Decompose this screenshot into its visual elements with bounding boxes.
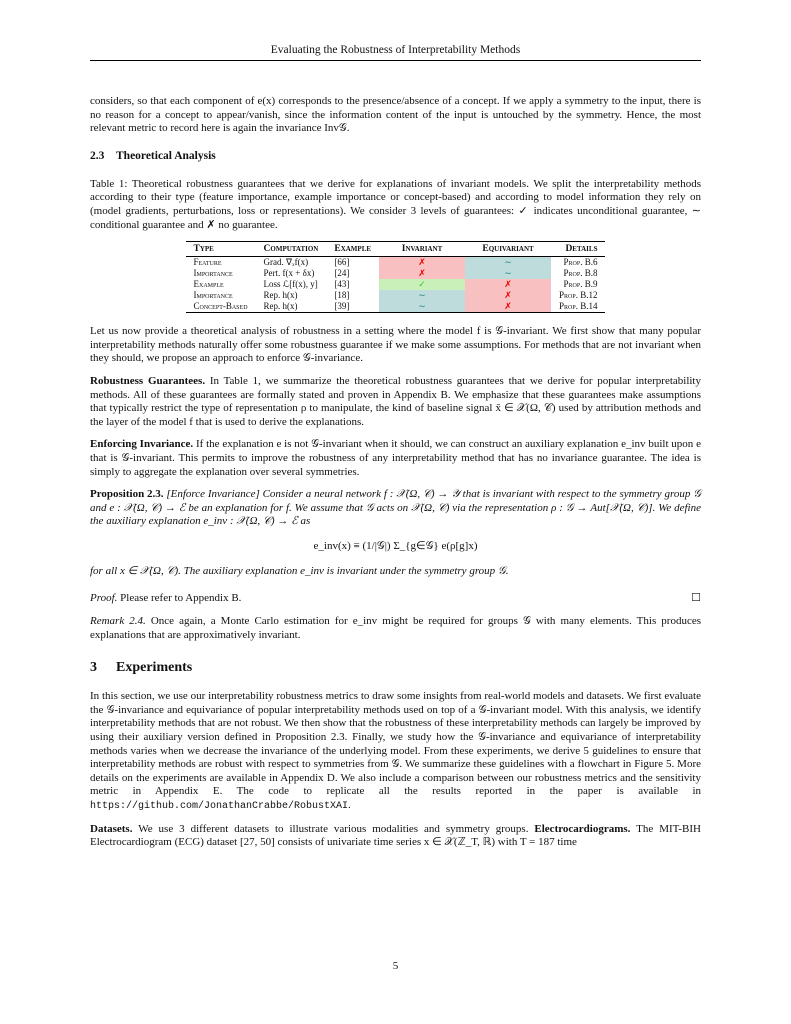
paragraph-text: If the explanation e is not 𝒢-invariant when it should, we can construct an auxiliary explanation e_inv built upon e that is 𝒢-invariant. This permits to improve the robustness of any interpretability method that has no invariance guarantee. The idea is simply to aggregate the explanation over several symmetries. [90, 438, 701, 478]
section-heading [90, 660, 701, 676]
remark-heading: Remark 2.4. [90, 615, 146, 628]
cell-comp: Grad. ∇ₓf(x) [263, 257, 309, 268]
paragraph [90, 375, 701, 429]
section-title: Experiments [116, 660, 193, 676]
cell-type: Importance [193, 268, 233, 279]
cell-type: Example [193, 279, 224, 290]
cell-inv: ✗ [379, 268, 465, 279]
proposition-heading: Proposition 2.3. [90, 488, 164, 501]
cell-comp: Rep. h(x) [256, 301, 327, 313]
cell-det: Prop. B.6 [563, 257, 598, 268]
guarantees-table [186, 241, 606, 313]
paragraph-text: In this section, we use our interpretability robustness metrics to draw some insights from real-world models and datasets. We first evaluate the 𝒢-invariance and equivariance of popular interpretability methods used on top of a 𝒢-invariant model. With this analysis, we identify interpretability methods that are not robust. We then show that the robustness of these interpretability methods can largely be improved by using their auxiliary version defined in Proposition 2.3. Finally, we study how the 𝒢-invariance and equivariance of interpretability methods varies when we decrease the invariance of the underlying model. From these experiments, we derive 5 guidelines to ensure that interpretability methods are robust with respect to symmetries from 𝒢. We summarize these guidelines with a flowchart in Figure 5. More details on the experiments are available in Appendix D. We also include a comparison between our robustness metrics and the sensitivity metric in Appendix E. The code to replicate all the results reported in the paper is available in [90, 690, 701, 798]
table-row [186, 279, 606, 290]
cell-eq: ∼ [465, 257, 551, 269]
running-header: Evaluating the Robustness of Interpretability Methods [90, 44, 701, 61]
column-header: Equivariant [465, 242, 551, 257]
cell-comp: Loss ℒ[f(x), y] [263, 279, 318, 290]
cell-ex: [39] [326, 301, 379, 313]
section-number: 2.3 [90, 149, 105, 162]
cell-det: Prop. B.12 [559, 290, 598, 301]
paragraph [90, 438, 701, 479]
proposition-text: for all x ∈ 𝒳(Ω, 𝒞). The auxiliary explanation e_inv is invariant under the symmetry group 𝒢. [90, 564, 509, 577]
cell-comp: Pert. f(x + δx) [263, 268, 315, 279]
paragraph-text: We use 3 different datasets to illustrate various modalities and symmetry groups. [132, 822, 535, 835]
column-header: Type [186, 242, 256, 257]
section-number: 3 [90, 660, 97, 676]
page-number: 5 [392, 960, 399, 972]
column-header: Invariant [379, 242, 465, 257]
page-body [90, 95, 701, 859]
cell-ex: [18] [334, 290, 350, 301]
column-header: Details [551, 242, 605, 257]
cell-inv: ∼ [379, 290, 465, 301]
paragraph-heading: Robustness Guarantees. [90, 374, 206, 387]
proposition-conclusion [90, 565, 701, 579]
paragraph [90, 823, 701, 850]
cell-type: Concept-Based [186, 301, 256, 313]
table-row [186, 301, 606, 313]
cell-eq: ✗ [465, 279, 551, 290]
proof [90, 592, 701, 606]
cell-det: Prop. B.9 [563, 279, 598, 290]
cell-type: Feature [193, 257, 222, 268]
remark-text: Once again, a Monte Carlo estimation for e_inv might be required for groups 𝒢 with many elements. This produces explanations that are approximatively invariant. [90, 615, 701, 641]
paragraph-heading: Datasets. [90, 822, 133, 835]
column-header: Computation [256, 242, 327, 257]
cell-ex: [24] [334, 268, 350, 279]
cell-comp: Rep. h(x) [263, 290, 298, 301]
cell-eq: ∼ [465, 268, 551, 279]
code-link[interactable]: https://github.com/JonathanCrabbe/RobustXAI [90, 801, 349, 812]
paragraph-text: . [348, 799, 351, 811]
cell-inv: ✓ [379, 279, 465, 290]
paragraph [90, 690, 701, 813]
table-row [186, 257, 606, 269]
paragraph-text: In Table 1, we summarize the theoretical robustness guarantees that we derive for popular interpretability methods. All of these guarantees are formally stated and proven in Appendix B. We emphasize that these guarantees make assumptions that typically restrict the type of representation ρ to manipulate, the kind of baseline signal x̄ ∈ 𝒳(Ω, 𝒞) used by attribution methods and the layer of the model f that is used to derive the explanations. [90, 374, 701, 428]
remark [90, 615, 701, 642]
proof-heading: Proof. [90, 592, 118, 605]
paragraph-heading: Enforcing Invariance. [90, 438, 194, 451]
section-heading [90, 150, 701, 162]
section-title: Theoretical Analysis [116, 149, 216, 162]
qed-symbol: ☐ [691, 592, 701, 605]
cell-type: Importance [193, 290, 233, 301]
cell-eq: ✗ [465, 301, 551, 313]
proposition [90, 488, 701, 529]
table-caption: Table 1: Theoretical robustness guarantees that we derive for explanations of invariant models. We split the interpretability methods according to their type (feature importance, example importance or concept-based) and according to model information they rely on (model gradients, perturbations, loss or representations). We consider 3 levels of guarantees: ✓ indicates unconditional guarantee, ∼ conditional guarantee and ✗ no guarantee. [90, 177, 701, 231]
table-row [186, 290, 606, 301]
cell-ex: [66] [334, 257, 350, 268]
column-header: Example [326, 242, 379, 257]
paragraph-text: The MIT-BIH Electrocardiogram (ECG) dataset [27, 50] consists of univariate time series x ∈ 𝒳(ℤ_T, ℝ) with T = 187 time [90, 822, 701, 849]
table-row [186, 268, 606, 279]
cell-inv: ∼ [379, 301, 465, 313]
paragraph: considers, so that each component of e(x) corresponds to the presence/absence of a concept. If we apply a symmetry to the input, there is no reason for a concept to appear/vanish, since the information content of the input is untouched by the symmetry. Hence, the most relevant metric to record here is again the invariance Inv𝒢. [90, 95, 701, 135]
cell-det: Prop. B.8 [563, 268, 598, 279]
equation: e_inv(x) ≡ (1/|𝒢|) Σ_{g∈𝒢} e(ρ[g]x) [313, 539, 478, 552]
paragraph: Let us now provide a theoretical analysis of robustness in a setting where the model f is 𝒢-invariant. We first show that many popular interpretability methods naturally offer some robustness guarantee if we make some assumptions. For methods that are not invariant when they should, we propose an approach to enforce 𝒢-invariance. [90, 325, 701, 365]
paragraph-heading: Electrocardiograms. [534, 822, 631, 835]
cell-ex: [43] [334, 279, 350, 290]
cell-eq: ✗ [465, 290, 551, 301]
proof-text: Please refer to Appendix B. [117, 592, 242, 605]
cell-inv: ✗ [379, 257, 465, 269]
cell-det: Prop. B.14 [551, 301, 605, 313]
proposition-text: [Enforce Invariance] Consider a neural network f : 𝒳(Ω, 𝒞) → 𝒴 that is invariant with respect to the symmetry group 𝒢 and e : 𝒳(Ω, 𝒞) → ℰ be an explanation for f. We assume that 𝒢 acts on 𝒳(Ω, 𝒞) via the representation ρ : 𝒢 → Aut[𝒳(Ω, 𝒞)]. We define the auxiliary explanation e_inv : 𝒳(Ω, 𝒞) → ℰ as [90, 488, 701, 528]
